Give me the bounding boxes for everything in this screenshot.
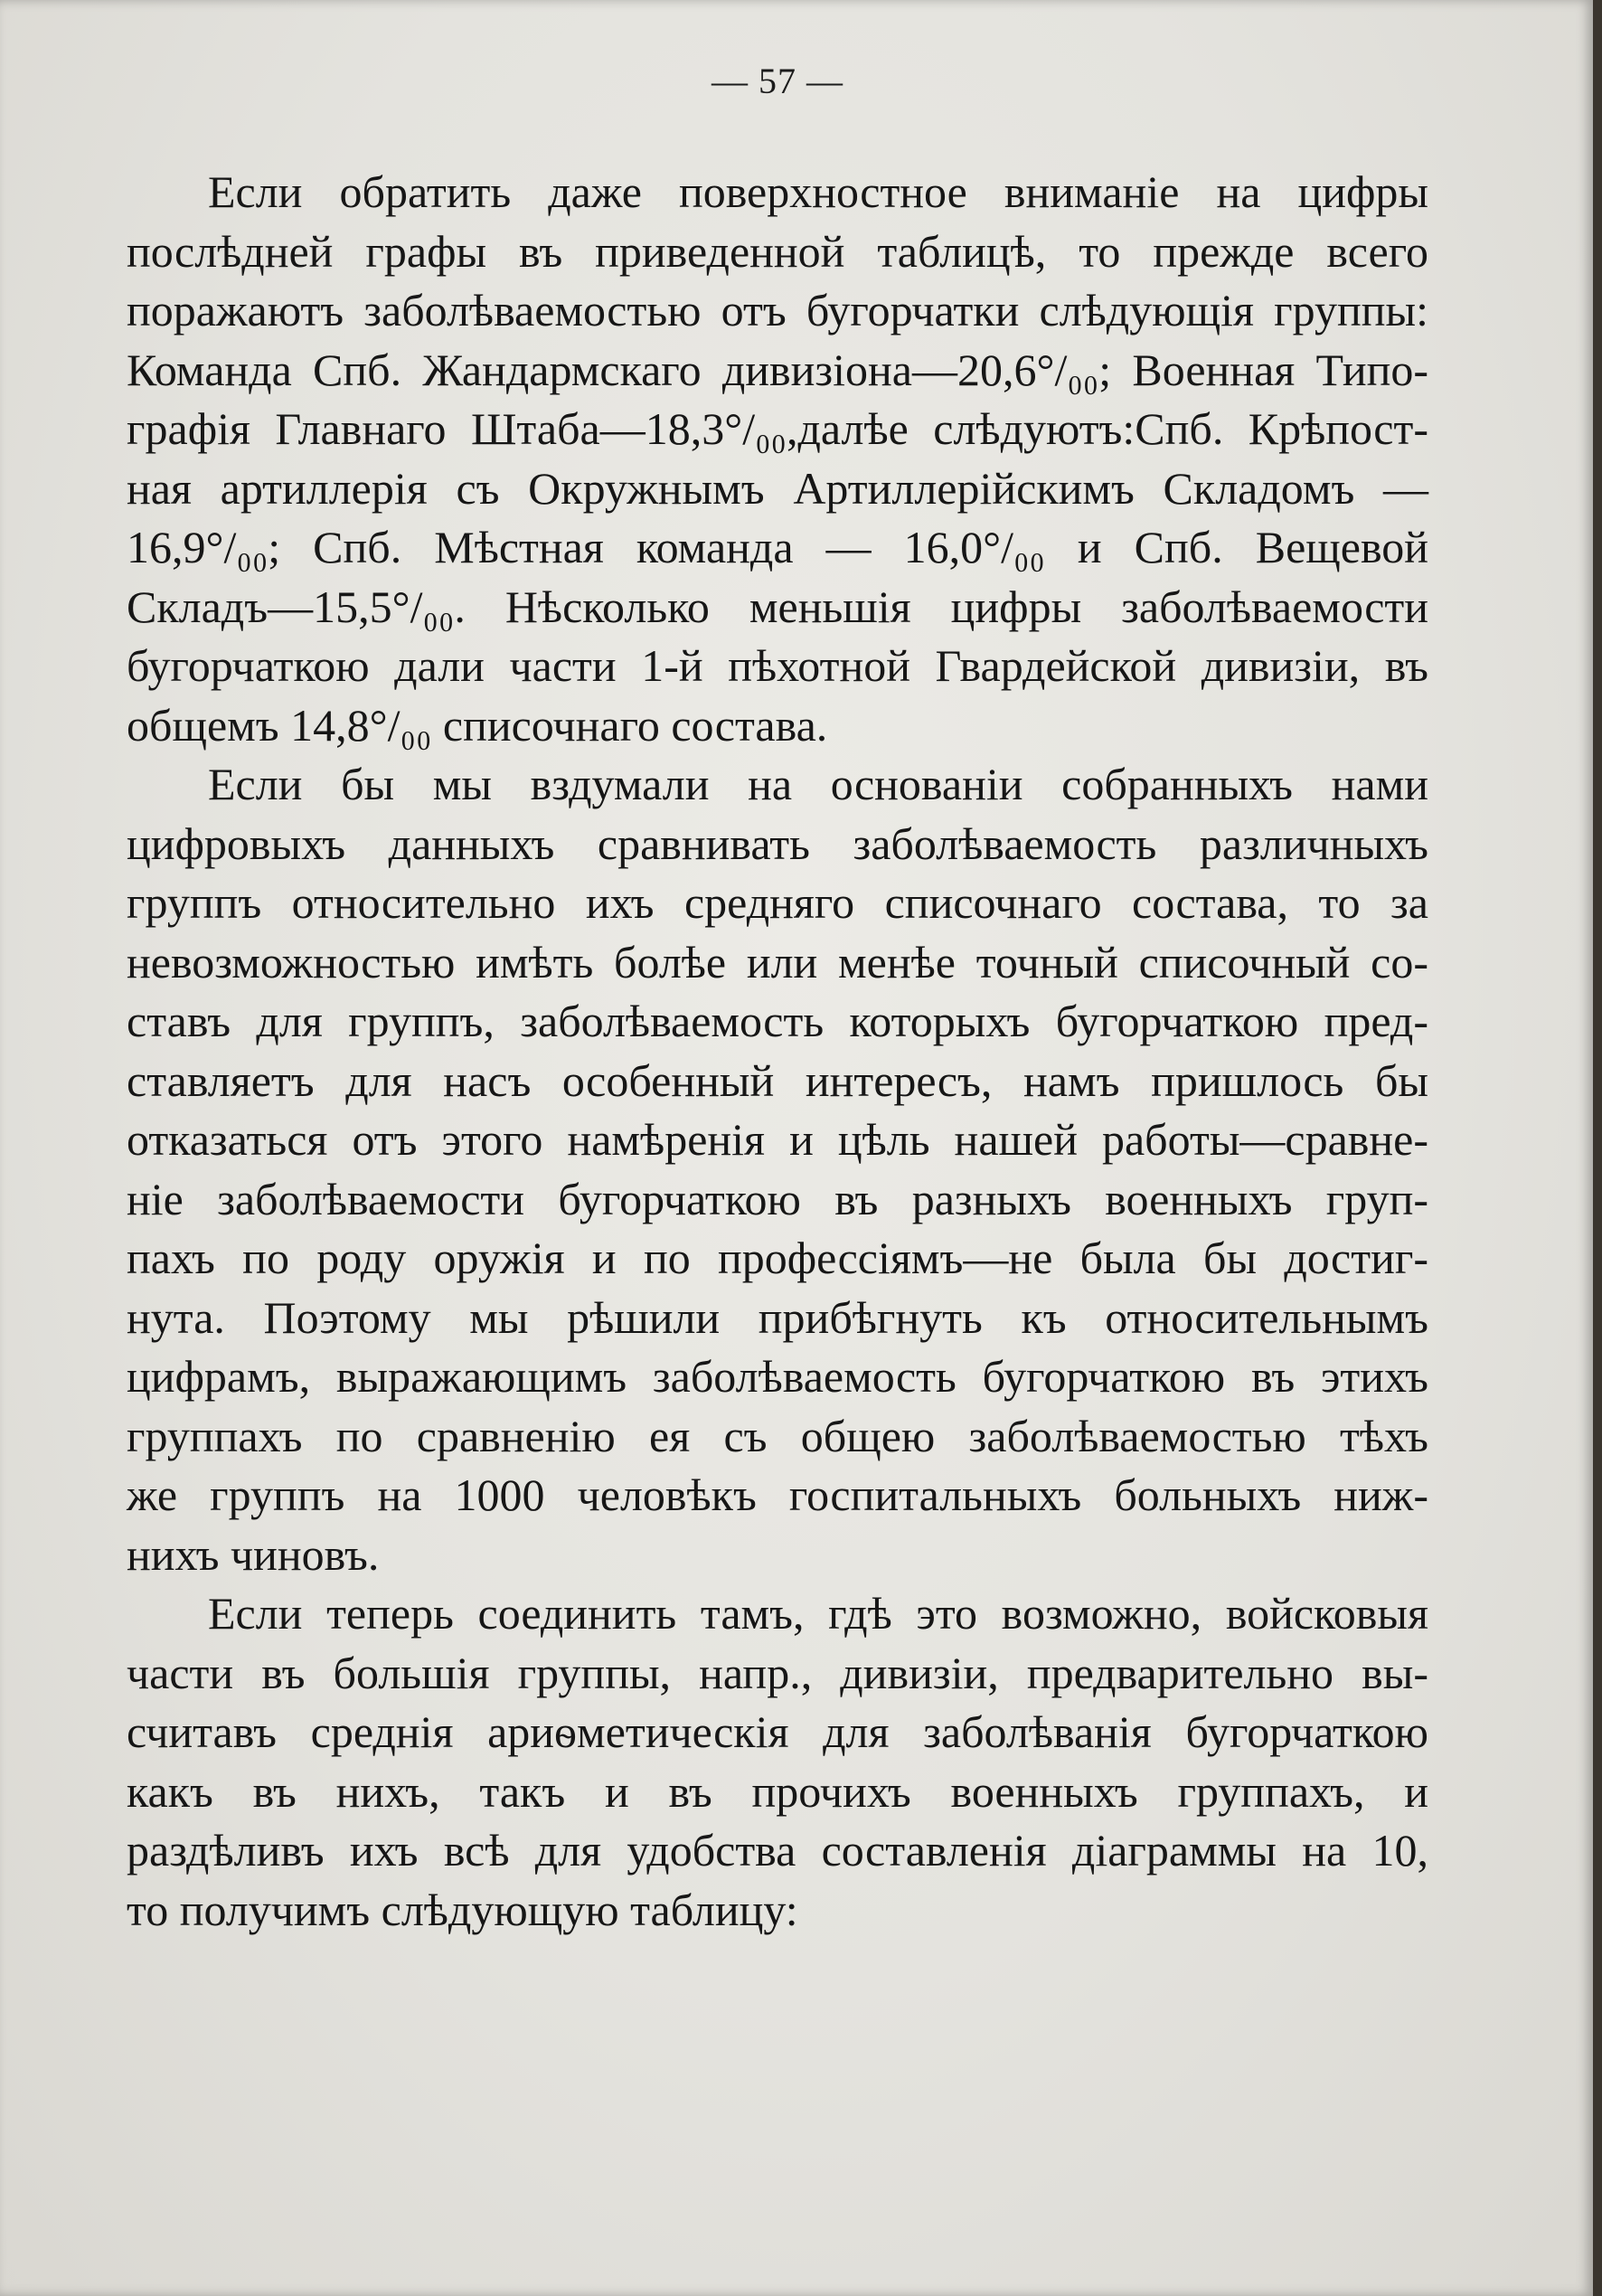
text-line: раздѣливъ ихъ всѣ для удобства составленія діаграммы на 10, — [127, 1825, 1428, 1876]
text-line: группъ относительно ихъ средняго списочнаго состава, то за — [127, 877, 1428, 928]
paragraph-3 — [127, 1584, 1428, 1940]
page-number: — 57 — — [711, 61, 843, 101]
paragraph-1 — [127, 163, 1428, 755]
text-line: Команда Спб. Жандармскаго дивизіона—20,6°/₀₀; Военная Типо- — [127, 344, 1428, 395]
text-line: ная артиллерія съ Окружнымъ Артиллерійскимъ Складомъ — — [127, 462, 1428, 514]
text-line: невозможностью имѣть болѣе или менѣе точный списочный со- — [127, 936, 1428, 987]
text-line: 16,9°/₀₀; Спб. Мѣстная команда — 16,0°/₀₀ и Спб. Вещевой — [127, 522, 1428, 572]
body-text — [127, 163, 1428, 1940]
text-line: какъ въ нихъ, такъ и въ прочихъ военныхъ группахъ, и — [127, 1765, 1428, 1817]
text-line: группахъ по сравненію ея съ общею заболѣваемостью тѣхъ — [127, 1410, 1428, 1461]
text-line: ставъ для группъ, заболѣваемость которыхъ бугорчаткою пред- — [127, 996, 1428, 1046]
text-line: графія Главнаго Штаба—18,3°/₀₀,далѣе слѣдуютъ:Спб. Крѣпост- — [127, 403, 1428, 454]
text-line: цифровыхъ данныхъ сравнивать заболѣваемость различныхъ — [127, 817, 1428, 869]
text-line: Если теперь соединить тамъ, гдѣ это возможно, войсковыя — [208, 1588, 1428, 1639]
text-line: поражаютъ заболѣваемостью отъ бугорчатки слѣдующія группы: — [127, 285, 1428, 335]
text-line: общемъ 14,8°/₀₀ списочнаго состава. — [127, 699, 828, 751]
text-line: нихъ чиновъ. — [127, 1528, 380, 1580]
text-line: пахъ по роду оружія и по профессіямъ—не была бы достиг- — [127, 1233, 1428, 1283]
text-line: цифрамъ, выражающимъ заболѣваемость бугорчаткою въ этихъ — [127, 1351, 1428, 1402]
text-line: Если обратить даже поверхностное вниманіе на цифры — [208, 166, 1428, 217]
paragraph-2 — [127, 755, 1428, 1584]
text-line: Складъ—15,5°/₀₀. Нѣсколько меньшія цифры заболѣваемости — [127, 581, 1428, 632]
page-edge-shadow — [1593, 0, 1602, 2296]
text-line: послѣдней графы въ приведенной таблицѣ, то прежде всего — [127, 225, 1428, 277]
text-line: отказаться отъ этого намѣренія и цѣль нашей работы—сравне- — [127, 1114, 1428, 1165]
text-line: части въ большія группы, напр., дивизіи, предварительно вы- — [127, 1647, 1428, 1698]
text-line: бугорчаткою дали части 1-й пѣхотной Гвардейской дивизіи, въ — [127, 640, 1428, 691]
text-line: ніе заболѣваемости бугорчаткою въ разныхъ военныхъ груп- — [127, 1173, 1428, 1224]
text-line: Если бы мы вздумали на основаніи собранныхъ нами — [208, 759, 1428, 809]
text-line: нута. Поэтому мы рѣшили прибѣгнуть къ относительнымъ — [127, 1291, 1428, 1343]
text-line: то получимъ слѣдующую таблицу: — [127, 1884, 798, 1935]
text-line: ставляетъ для насъ особенный интересъ, намъ пришлось бы — [127, 1054, 1428, 1106]
text-line: же группъ на 1000 человѣкъ госпитальныхъ больныхъ ниж- — [127, 1469, 1428, 1520]
text-line: считавъ среднія ариѳметическія для заболѣванія бугорчаткою — [127, 1706, 1428, 1757]
